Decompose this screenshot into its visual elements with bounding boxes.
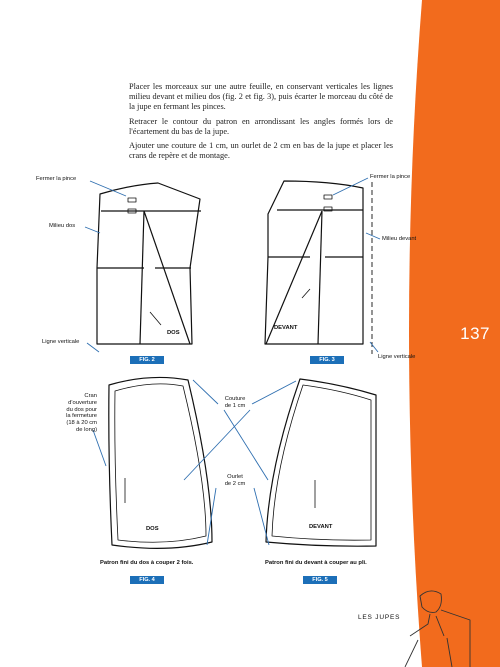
fig2-label-fermer: Fermer la pince — [36, 176, 77, 182]
fig4-tag: FIG. 4 — [130, 576, 164, 584]
ourlet-line-2: de 2 cm — [224, 480, 246, 487]
fig4-caption: Patron fini du dos à couper 2 fois. — [100, 560, 194, 566]
fig5-tag: FIG. 5 — [303, 576, 337, 584]
fig3-tag: FIG. 3 — [310, 356, 344, 364]
fig4-cran-line-5: (18 à 20 cm — [66, 420, 97, 427]
paragraph-2: Retracer le contour du patron en arrondissant les angles formés lors de l'écartement du bas de la jupe. — [129, 116, 393, 136]
fig3-label-fermer: Fermer la pince — [370, 174, 411, 180]
ourlet-label — [218, 474, 252, 488]
fig3-panel-text: DEVANT — [274, 325, 298, 331]
fig4-cran-line-1: Cran — [84, 393, 97, 399]
couture-line-2: de 1 cm — [224, 402, 246, 409]
couture-label — [218, 396, 252, 410]
fig3-label-milieu: Milieu devant — [382, 236, 417, 242]
fig4-cran-label — [55, 393, 97, 434]
fig5-panel-text: DEVANT — [309, 524, 333, 530]
fig2-label-ligne: Ligne verticale — [42, 339, 80, 345]
paragraph-3: Ajouter une couture de 1 cm, un ourlet de 2 cm en bas de la jupe et placer les crans de repère et de montage. — [129, 141, 393, 161]
fig4-cran-line-6: de long) — [76, 426, 97, 433]
fig2-panel-text: DOS — [167, 330, 180, 336]
fig2-label-milieu: Milieu dos — [49, 223, 76, 229]
fig4-cran-line-3: du dos pour — [66, 406, 97, 413]
fig3-label-ligne: Ligne verticale — [378, 354, 416, 360]
figurine-sketch — [405, 591, 470, 667]
fig4-pattern — [109, 377, 212, 548]
paragraph-1: Placer les morceaux sur une autre feuille, en conservant verticales les lignes milieu devant et milieu dos (fig. 2 et fig. 3), puis écarter le morceau du côté de la jupe en fermant les pinces. — [129, 82, 393, 112]
couture-line-1: Couture — [224, 396, 246, 402]
fig5-caption: Patron fini du devant à couper au pli. — [265, 560, 367, 566]
fig5-pattern — [266, 379, 376, 546]
fig4-panel-text: DOS — [146, 526, 159, 532]
chapter-footer: LES JUPES — [358, 614, 401, 621]
fig3-pattern — [265, 181, 363, 344]
fig4-cran-line-2: d'ouverture — [68, 399, 97, 406]
fig2-tag: FIG. 2 — [130, 356, 164, 364]
fig4-cran-line-4: la fermeture — [66, 413, 97, 420]
page-number: 137 — [460, 324, 490, 343]
fig2-pattern — [97, 183, 201, 344]
ourlet-line-1: Ourlet — [227, 474, 243, 480]
